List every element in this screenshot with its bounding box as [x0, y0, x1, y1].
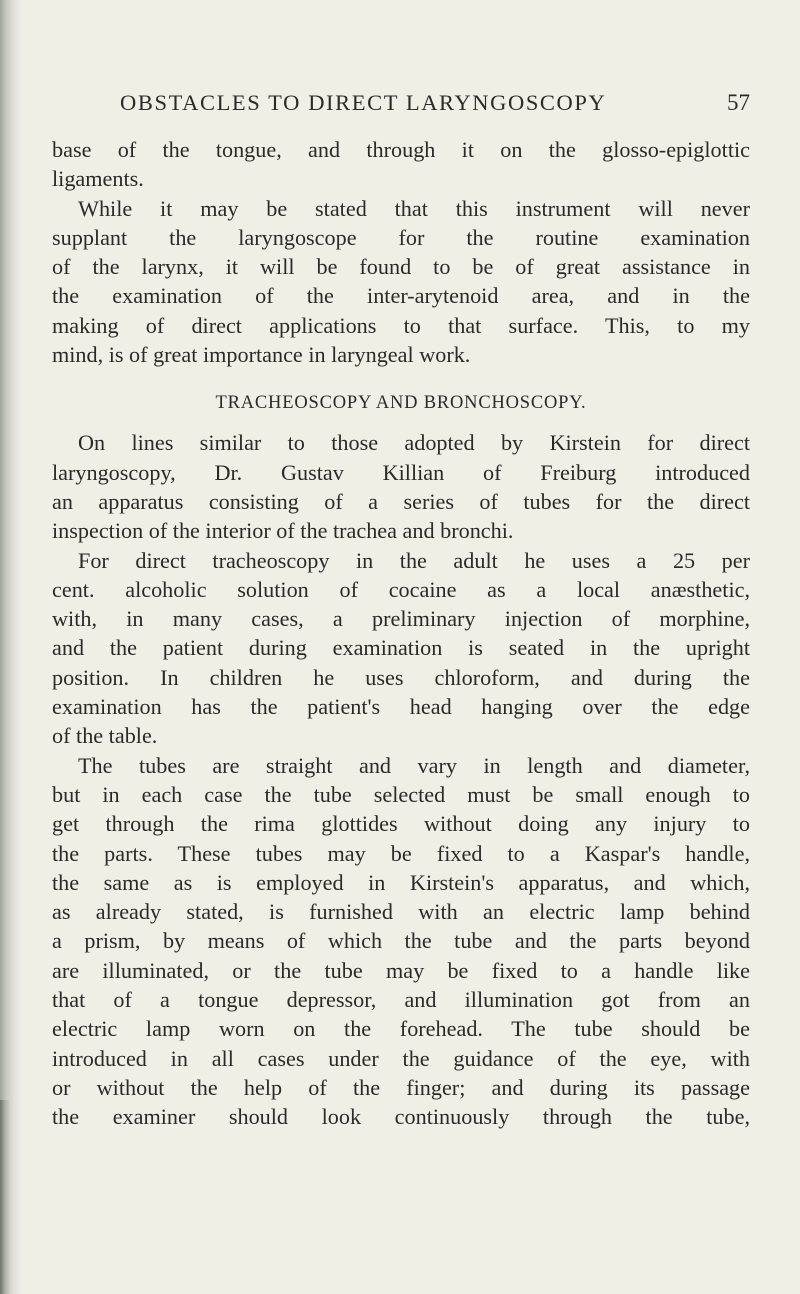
- text-line: as already stated, is furnished with an electric lamp behind: [52, 899, 750, 925]
- paragraph-continuation: [52, 135, 750, 194]
- text-line: of the table.: [52, 723, 158, 749]
- text-line: a prism, by means of which the tube and the parts beyond: [52, 928, 750, 954]
- text-line: electric lamp worn on the forehead. The tube should be: [52, 1016, 750, 1042]
- text-line: are illuminated, or the tube may be fixed to a handle like: [52, 957, 750, 983]
- text-line: and the patient during examination is seated in the upright: [52, 635, 750, 661]
- page-header: [120, 90, 750, 130]
- paragraph-killian: [52, 428, 750, 545]
- text-line: examination has the patient's head hanging over the edge: [52, 694, 750, 720]
- text-line: the same as is employed in Kirstein's apparatus, and which,: [52, 869, 750, 895]
- text-line: For direct tracheoscopy in the adult he uses a 25 per: [78, 547, 750, 573]
- page-body: [52, 135, 750, 1132]
- running-head: OBSTACLES TO DIRECT LARYNGOSCOPY: [120, 90, 607, 115]
- text-line: get through the rima glottides without doing any injury to: [52, 811, 750, 837]
- paragraph-tubes: [52, 751, 750, 1132]
- text-line: base of the tongue, and through it on the glosso-epiglottic: [52, 137, 750, 162]
- text-line: mind, is of great importance in laryngeal work.: [52, 342, 471, 368]
- page-edge-shadow: [0, 0, 22, 1294]
- text-line: the examiner should look continuously through the tube,: [52, 1104, 750, 1130]
- text-line: While it may be stated that this instrument will never: [78, 195, 750, 221]
- text-line: ligaments.: [52, 166, 144, 192]
- text-line: of the larynx, it will be found to be of great assistance in: [52, 254, 750, 280]
- text-line: introduced in all cases under the guidance of the eye, with: [52, 1045, 750, 1071]
- text-line: cent. alcoholic solution of cocaine as a local anæsthetic,: [52, 576, 750, 602]
- text-line: or without the help of the finger; and during its passage: [52, 1074, 750, 1100]
- text-line: but in each case the tube selected must be small enough to: [52, 781, 750, 807]
- text-line: with, in many cases, a preliminary injection of morphine,: [52, 606, 750, 632]
- text-line: On lines similar to those adopted by Kirstein for direct: [78, 430, 750, 456]
- text-line: position. In children he uses chloroform, and during the: [52, 664, 750, 690]
- text-line: supplant the laryngoscope for the routine examination: [52, 224, 750, 250]
- text-line: the parts. These tubes may be fixed to a Kaspar's handle,: [52, 840, 750, 866]
- paragraph-instrument: [52, 194, 750, 370]
- section-heading: TRACHEOSCOPY AND BRONCHOSCOPY.: [215, 393, 587, 414]
- page-number: 57: [727, 90, 750, 115]
- text-line: that of a tongue depressor, and illumination got from an: [52, 987, 750, 1013]
- text-line: an apparatus consisting of a series of tubes for the direct: [52, 488, 750, 514]
- text-line: the examination of the inter-arytenoid area, and in the: [52, 283, 750, 309]
- paragraph-tracheoscopy: [52, 546, 750, 751]
- text-line: laryngoscopy, Dr. Gustav Killian of Freiburg introduced: [52, 459, 750, 485]
- text-line: making of direct applications to that surface. This, to my: [52, 312, 750, 338]
- text-line: inspection of the interior of the trachea and bronchi.: [52, 518, 514, 544]
- text-line: The tubes are straight and vary in length and diameter,: [78, 752, 750, 778]
